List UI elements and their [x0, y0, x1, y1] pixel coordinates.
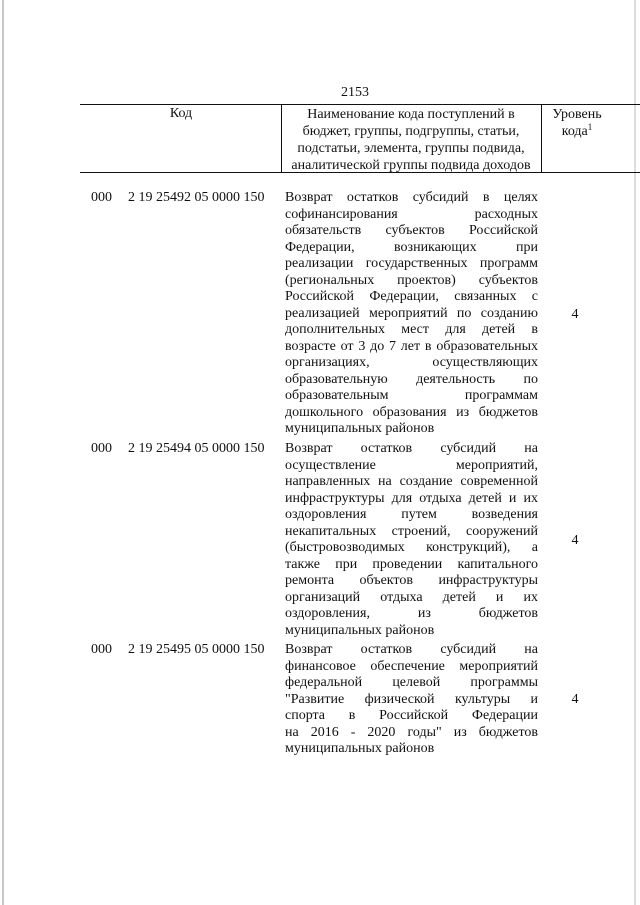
row-name-line: образовательным программам [285, 388, 538, 403]
row-name-line: дошкольного образования из бюджетов [285, 404, 538, 420]
scan-edge-left [2, 0, 4, 905]
row-name-line: федеральной целевой программы [285, 675, 538, 690]
header-level-word: кода [561, 124, 588, 139]
row-name-line: возрасте от 3 до 7 лет в образовательных [285, 338, 538, 354]
row-name-line: организаций отдыха детей и их [285, 589, 538, 605]
row-name-line: дополнительных мест для детей в [285, 322, 538, 337]
header-code-cell [82, 105, 280, 122]
row-name-line: Возврат остатков субсидий в целях [285, 190, 538, 205]
row-name-line: инфраструктуры для отдыха детей и их [285, 490, 538, 506]
header-name-cell [282, 106, 540, 174]
header-name-line: Наименование кода поступлений в [307, 107, 515, 122]
row-name-line: софинансирования расходных [285, 206, 538, 222]
row-name-line: Российской Федерации, связанных с [285, 289, 538, 304]
row-code: 2 19 25495 05 0000 150 [128, 642, 265, 657]
header-level-cell [542, 106, 612, 140]
footnote-marker: 1 [587, 122, 593, 132]
header-code-label: Код [169, 106, 193, 121]
row-name-line: Возврат остатков субсидий на [285, 642, 538, 657]
header-level-line2 [542, 123, 612, 140]
row-name-line: муниципальных районов [285, 421, 435, 436]
row-name-line: некапитальных строений, сооружений [285, 523, 538, 539]
row-prefix: 000 [91, 190, 112, 205]
row-level: 4 [571, 692, 579, 707]
row-name-line: (региональных проектов) субъектов [285, 272, 538, 288]
row-name-line: (быстровозводимых конструкций), а [285, 540, 538, 555]
row-name-line: "Развитие физической культуры и [285, 691, 538, 707]
row-name-line: Федерации, возникающих при [285, 239, 538, 255]
row-name-line: реализацией мероприятий по созданию [285, 305, 538, 321]
row-name-line: на 2016 - 2020 годы" из бюджетов [285, 724, 538, 740]
row-name [285, 441, 538, 639]
row-name-line: оздоровления, из бюджетов [285, 606, 538, 621]
row-name-line: осуществление мероприятий, [285, 457, 538, 473]
row-name-line: реализации государственных программ [285, 256, 538, 271]
header-name-line: аналитической группы подвида доходов [291, 158, 531, 173]
row-name [285, 642, 538, 758]
row-level: 4 [571, 307, 579, 322]
row-name-line: направленных на создание современной [285, 474, 538, 489]
row-code: 2 19 25492 05 0000 150 [128, 190, 265, 205]
row-name-line: оздоровления путем возведения [285, 507, 538, 522]
row-name-line: спорта в Российской Федерации [285, 708, 538, 723]
row-name-line: также при проведении капитального [285, 556, 538, 572]
row-name-line: образовательную деятельность по [285, 371, 538, 387]
row-name-line: муниципальных районов [285, 622, 435, 638]
row-name-line: финансовое обеспечение мероприятий [285, 658, 538, 674]
row-prefix: 000 [91, 441, 112, 456]
header-name-line: бюджет, группы, подгруппы, статьи, [302, 124, 520, 139]
page-number: 2153 [341, 85, 369, 100]
scan-edge-right [634, 0, 636, 905]
row-name-line: муниципальных районов [285, 741, 435, 756]
header-name-line: подстатьи, элемента, группы подвида, [297, 141, 525, 156]
row-name-line: обязательств субъектов Российской [285, 223, 538, 238]
row-level: 4 [571, 533, 579, 548]
row-name-line: организациях, осуществляющих [285, 355, 538, 370]
row-name [285, 190, 538, 438]
row-name-line: ремонта объектов инфраструктуры [285, 573, 538, 588]
header-level-line1: Уровень [552, 107, 602, 122]
row-code: 2 19 25494 05 0000 150 [128, 441, 265, 456]
row-name-line: Возврат остатков субсидий на [285, 441, 538, 456]
row-prefix: 000 [91, 642, 112, 657]
